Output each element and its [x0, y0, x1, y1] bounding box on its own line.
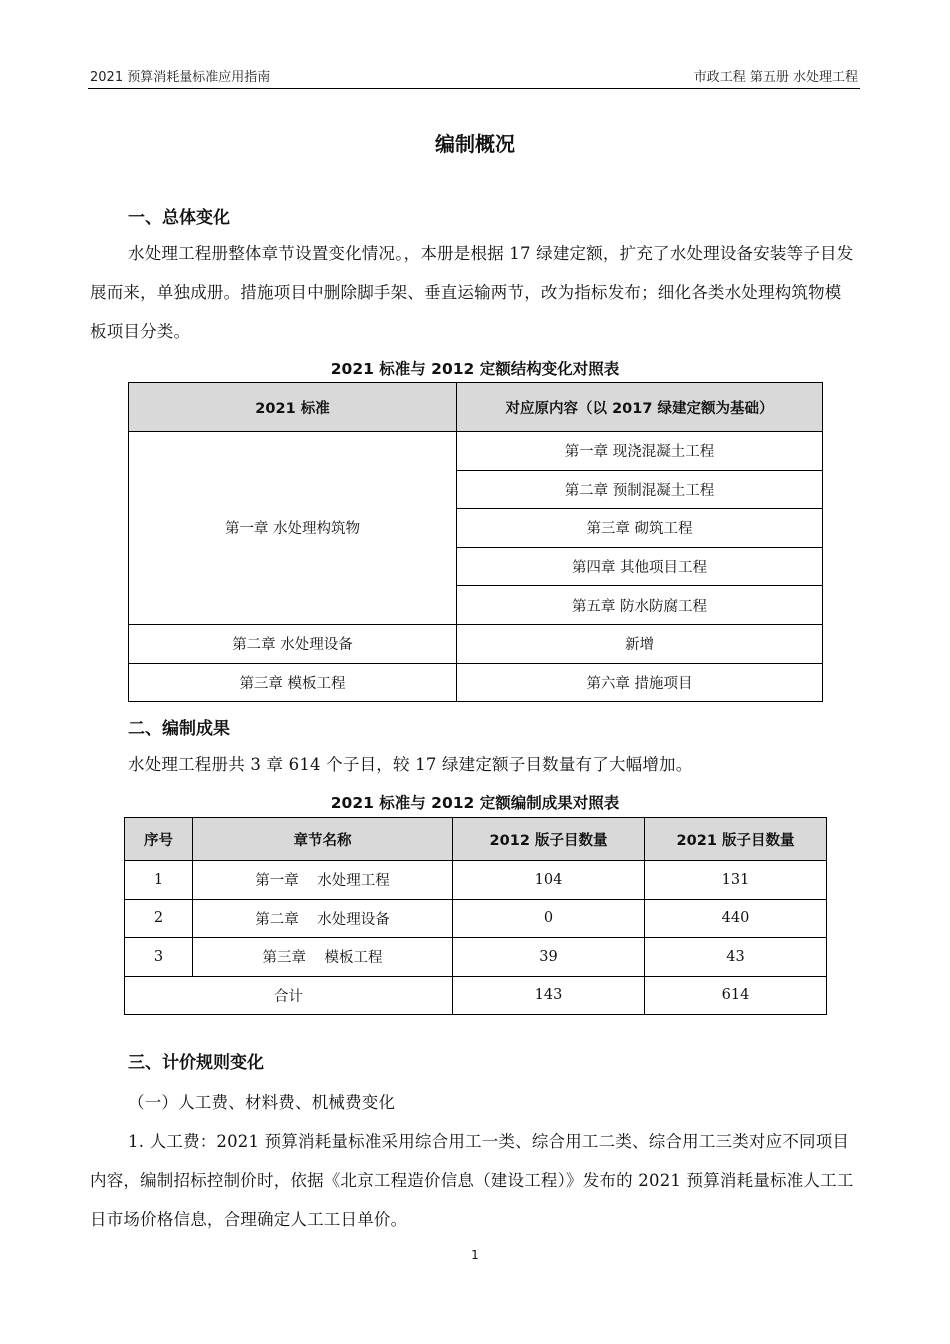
- table2-cell: 1: [125, 861, 193, 900]
- header-rule: [88, 88, 860, 89]
- page-number: 1: [471, 1248, 479, 1262]
- table1-cell: 第六章 措施项目: [457, 663, 823, 702]
- table2-cell: 104: [453, 861, 645, 900]
- table2-cell: 2: [125, 899, 193, 938]
- table1-cell: 第二章 水处理设备: [129, 624, 457, 663]
- table2-cell: 第二章 水处理设备: [193, 899, 453, 938]
- table1-cell: 新增: [457, 624, 823, 663]
- table2-header-2021: 2021 版子目数量: [645, 818, 827, 861]
- table1-group1-left: 第一章 水处理构筑物: [129, 432, 457, 625]
- table2-caption: 2021 标准与 2012 定额编制成果对照表: [330, 794, 620, 812]
- table1-header-original: 对应原内容（以 2017 绿建定额为基础）: [457, 383, 823, 432]
- table2-cell: 第三章 模板工程: [193, 938, 453, 977]
- table2-cell: 43: [645, 938, 827, 977]
- table2-header-no: 序号: [125, 818, 193, 861]
- section2-text: 水处理工程册共 3 章 614 个子目，较 17 绿建定额子目数量有了大幅增加。: [128, 755, 693, 774]
- section3-paragraph: [90, 1122, 855, 1239]
- table-row: [129, 624, 823, 663]
- section3-subheading: （一）人工费、材料费、机械费变化: [128, 1093, 396, 1112]
- table2-cell: 第一章 水处理工程: [193, 861, 453, 900]
- table1-cell: 第二章 预制混凝土工程: [457, 470, 823, 509]
- table-row: [129, 663, 823, 702]
- table1-cell: 第一章 现浇混凝土工程: [457, 432, 823, 471]
- table1-cell: 第四章 其他项目工程: [457, 547, 823, 586]
- header-left: 2021 预算消耗量标准应用指南: [90, 70, 271, 85]
- table2-total-label: 合计: [125, 976, 453, 1015]
- section1-text: 水处理工程册整体章节设置变化情况。，本册是根据 17 绿建定额，扩充了水处理设备安装等子目发展而来，单独成册。措施项目中删除脚手架、垂直运输两节，改为指标发布；细化各类水处理构筑物模板项目分类。: [90, 244, 854, 341]
- section2-heading: 二、编制成果: [128, 719, 230, 739]
- table1-cell: 第三章 模板工程: [129, 663, 457, 702]
- table2-header-2012: 2012 版子目数量: [453, 818, 645, 861]
- section2-paragraph: [90, 745, 855, 784]
- table1-header-2021: 2021 标准: [129, 383, 457, 432]
- table1-caption: 2021 标准与 2012 定额结构变化对照表: [330, 360, 620, 378]
- table2-total-2021: 614: [645, 976, 827, 1015]
- table2-cell: 39: [453, 938, 645, 977]
- page-title: 编制概况: [435, 132, 515, 156]
- table-row: [125, 899, 827, 938]
- table2-cell: 440: [645, 899, 827, 938]
- table2-cell: 0: [453, 899, 645, 938]
- table2-cell: 3: [125, 938, 193, 977]
- table2-cell: 131: [645, 861, 827, 900]
- section1-paragraph: [90, 234, 855, 351]
- results-compare-table: [124, 817, 827, 1015]
- table-row-total: [125, 976, 827, 1015]
- section3-text: 1. 人工费：2021 预算消耗量标准采用综合用工一类、综合用工二类、综合用工三类对应不同项目内容，编制招标控制价时，依据《北京工程造价信息（建设工程）》发布的 2021 预算消耗量标准人工工日市场价格信息，合理确定人工工日单价。: [90, 1132, 854, 1229]
- structure-compare-table: [128, 382, 823, 702]
- table-row: [125, 938, 827, 977]
- table2-total-2012: 143: [453, 976, 645, 1015]
- header-right: 市政工程 第五册 水处理工程: [693, 70, 858, 85]
- table1-cell: 第三章 砌筑工程: [457, 509, 823, 548]
- table-row: [125, 861, 827, 900]
- section3-heading: 三、计价规则变化: [128, 1053, 264, 1073]
- table1-cell: 第五章 防水防腐工程: [457, 586, 823, 625]
- table2-header-chapter: 章节名称: [193, 818, 453, 861]
- section1-heading: 一、总体变化: [128, 208, 230, 228]
